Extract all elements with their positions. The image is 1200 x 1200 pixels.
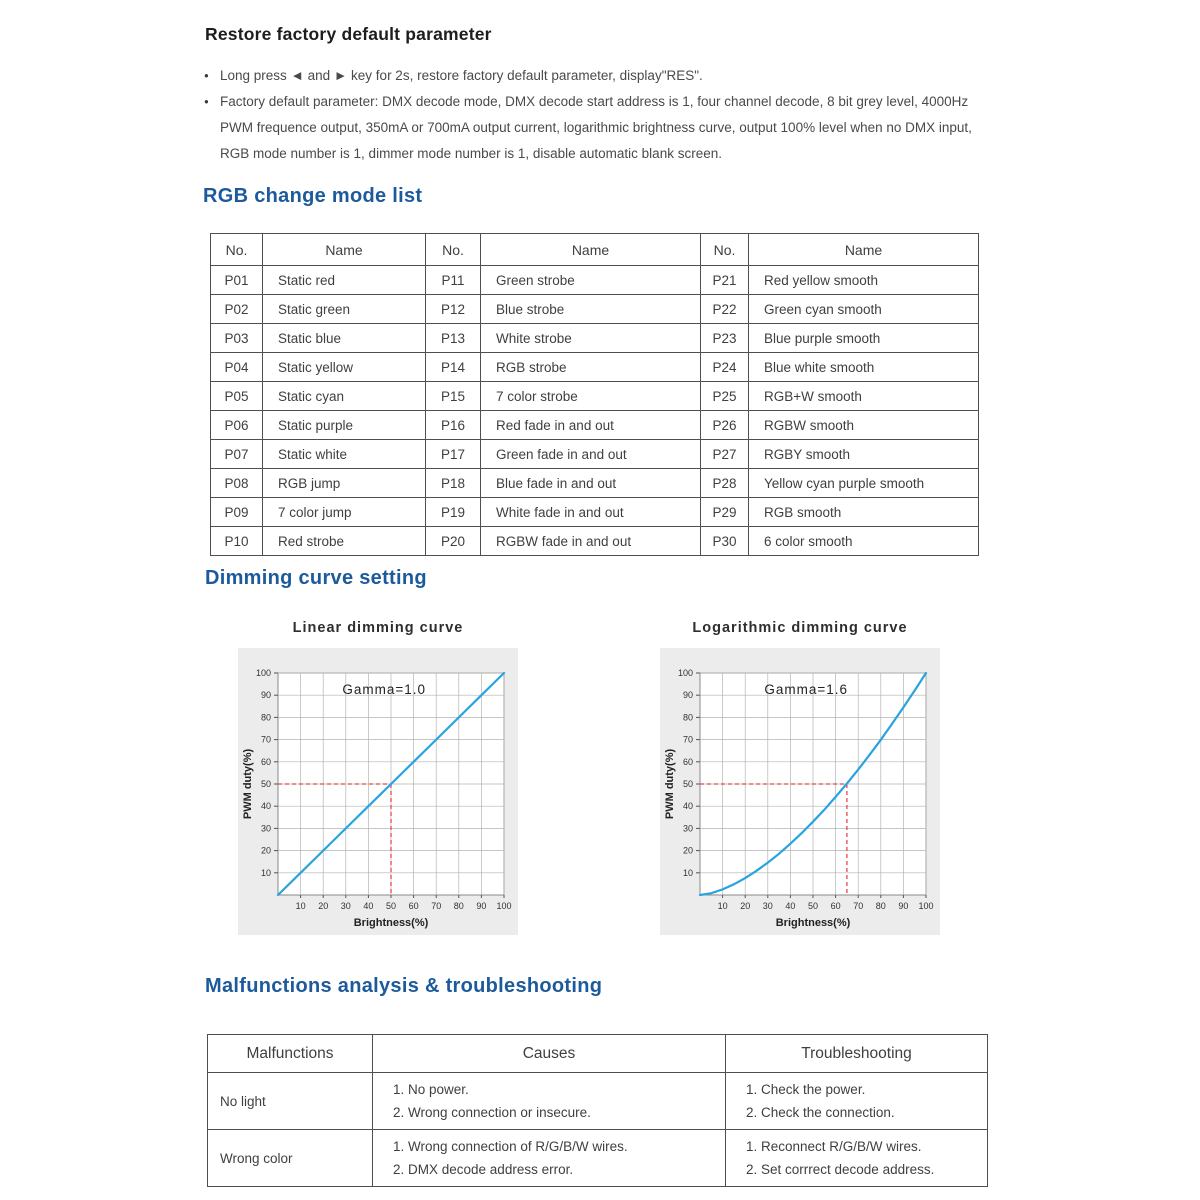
x-tick-label: 70: [853, 901, 864, 911]
rgb-mode-table: [210, 233, 979, 556]
x-tick-label: 80: [453, 901, 464, 911]
table-row: [208, 1073, 988, 1130]
x-axis-label: Brightness(%): [775, 917, 851, 929]
x-axis-label: Brightness(%): [353, 917, 429, 929]
y-tick-label: 50: [260, 779, 271, 789]
troubleshooting-line: 2. Check the connection.: [746, 1105, 895, 1120]
y-tick-label: 90: [260, 690, 271, 701]
column-header: No.: [701, 234, 749, 266]
mode-no-cell: P24: [701, 353, 749, 382]
bullet-item: ● Long press ◄ and ► key for 2s, restore factory default parameter, display"RES".: [204, 63, 999, 89]
x-tick-label: 90: [898, 901, 909, 911]
mode-name-cell: RGB+W smooth: [749, 382, 979, 411]
table-row: [211, 498, 979, 527]
mode-no-cell: P16: [426, 411, 481, 440]
column-header: Causes: [373, 1035, 726, 1073]
y-axis-label: PWM duty(%): [664, 748, 676, 820]
x-tick-label: 30: [762, 901, 773, 911]
mode-no-cell: P06: [211, 411, 263, 440]
chart-title-linear: Linear dimming curve: [292, 620, 464, 636]
x-tick-label: 20: [318, 901, 329, 911]
mode-no-cell: P18: [426, 469, 481, 498]
mode-no-cell: P09: [211, 498, 263, 527]
mode-no-cell: P13: [426, 324, 481, 353]
y-axis-label: PWM duty(%): [242, 748, 254, 820]
mode-name-cell: Blue purple smooth: [749, 324, 979, 353]
mode-name-cell: RGB strobe: [481, 353, 701, 382]
y-tick-label: 100: [255, 668, 271, 678]
table-header-row: [211, 234, 979, 266]
y-tick-label: 40: [260, 801, 271, 812]
table-row: [211, 266, 979, 295]
mode-name-cell: White strobe: [481, 324, 701, 353]
mode-no-cell: P28: [701, 469, 749, 498]
column-header: Name: [749, 234, 979, 266]
mode-no-cell: P05: [211, 382, 263, 411]
mode-name-cell: Yellow cyan purple smooth: [749, 469, 979, 498]
mode-name-cell: Static cyan: [263, 382, 426, 411]
table-row: [211, 324, 979, 353]
mode-name-cell: Static yellow: [263, 353, 426, 382]
x-tick-label: 100: [918, 901, 934, 911]
y-tick-label: 20: [260, 845, 271, 856]
mode-no-cell: P04: [211, 353, 263, 382]
x-tick-label: 60: [830, 901, 841, 911]
linear-dimming-curve-chart: [238, 648, 518, 935]
bullet-item: ● Factory default parameter: DMX decode mode, DMX decode start address is 1, four channel decode, 8 bit grey level, 4000Hz PWM frequence output, 350mA or 700mA output current, logarithmic brightness curve, output 100% level when no DMX input, RGB mode number is 1, dimmer mode number is 1, disable automatic blank screen.: [204, 89, 999, 167]
logarithmic-curve-panel: [660, 648, 940, 935]
x-tick-label: 30: [340, 901, 351, 911]
mode-name-cell: Blue white smooth: [749, 353, 979, 382]
x-tick-label: 70: [431, 901, 442, 911]
y-tick-label: 40: [682, 801, 693, 812]
chart-title-logarithmic: Logarithmic dimming curve: [692, 620, 908, 636]
x-tick-label: 10: [717, 901, 728, 911]
x-tick-label: 90: [476, 901, 487, 911]
mode-name-cell: RGBW smooth: [749, 411, 979, 440]
mode-no-cell: P21: [701, 266, 749, 295]
mode-no-cell: P01: [211, 266, 263, 295]
mode-name-cell: Static green: [263, 295, 426, 324]
x-tick-label: 100: [496, 901, 512, 911]
mode-name-cell: Red yellow smooth: [749, 266, 979, 295]
mode-name-cell: Static red: [263, 266, 426, 295]
mode-name-cell: Blue fade in and out: [481, 469, 701, 498]
table-row: [211, 382, 979, 411]
page-title: Restore factory default parameter: [205, 24, 492, 44]
linear-curve-panel: [238, 648, 518, 935]
x-tick-label: 40: [785, 901, 796, 911]
table-row: [211, 469, 979, 498]
table-row: [211, 440, 979, 469]
x-tick-label: 50: [807, 901, 819, 911]
gamma-annotation: Gamma=1.0: [342, 682, 427, 697]
mode-no-cell: P20: [426, 527, 481, 556]
troubleshooting-cell: [726, 1073, 988, 1130]
y-tick-label: 50: [682, 779, 693, 789]
y-tick-label: 20: [682, 845, 693, 856]
mode-name-cell: Green cyan smooth: [749, 295, 979, 324]
table-row: [211, 295, 979, 324]
mode-name-cell: RGB jump: [263, 469, 426, 498]
section-title-dimming-curve: Dimming curve setting: [205, 567, 427, 589]
table-row: [211, 527, 979, 556]
troubleshooting-line: 1. Reconnect R/G/B/W wires.: [746, 1139, 922, 1154]
mode-no-cell: P22: [701, 295, 749, 324]
x-tick-label: 60: [408, 901, 419, 911]
y-tick-label: 10: [682, 867, 693, 878]
troubleshooting-line: 2. Set corrrect decode address.: [746, 1162, 935, 1177]
column-header: Name: [263, 234, 426, 266]
mode-no-cell: P17: [426, 440, 481, 469]
y-tick-label: 10: [260, 867, 271, 878]
y-tick-label: 80: [260, 712, 271, 723]
mode-no-cell: P26: [701, 411, 749, 440]
x-tick-label: 80: [875, 901, 886, 911]
mode-name-cell: RGBY smooth: [749, 440, 979, 469]
mode-name-cell: RGB smooth: [749, 498, 979, 527]
x-tick-label: 10: [295, 901, 306, 911]
malfunctions-table: [207, 1034, 988, 1187]
mode-no-cell: P03: [211, 324, 263, 353]
column-header: Troubleshooting: [726, 1035, 988, 1073]
mode-no-cell: P15: [426, 382, 481, 411]
table-row: [211, 353, 979, 382]
cause-line: 1. Wrong connection of R/G/B/W wires.: [393, 1139, 628, 1154]
mode-name-cell: Red strobe: [263, 527, 426, 556]
gamma-annotation: Gamma=1.6: [764, 682, 849, 697]
mode-name-cell: Static purple: [263, 411, 426, 440]
column-header: No.: [426, 234, 481, 266]
section-title-malfunctions: Malfunctions analysis & troubleshooting: [205, 975, 603, 997]
mode-name-cell: 7 color strobe: [481, 382, 701, 411]
mode-no-cell: P30: [701, 527, 749, 556]
mode-no-cell: P10: [211, 527, 263, 556]
table-header-row: [208, 1035, 988, 1073]
mode-no-cell: P27: [701, 440, 749, 469]
y-tick-label: 90: [682, 690, 693, 701]
troubleshooting-cell: [726, 1130, 988, 1187]
mode-name-cell: 7 color jump: [263, 498, 426, 527]
mode-name-cell: Static white: [263, 440, 426, 469]
causes-cell: [373, 1073, 726, 1130]
mode-no-cell: P14: [426, 353, 481, 382]
y-tick-label: 70: [682, 734, 693, 745]
mode-no-cell: P08: [211, 469, 263, 498]
mode-no-cell: P23: [701, 324, 749, 353]
y-tick-label: 30: [260, 823, 271, 834]
mode-name-cell: Green strobe: [481, 266, 701, 295]
causes-cell: [373, 1130, 726, 1187]
mode-no-cell: P12: [426, 295, 481, 324]
cause-line: 1. No power.: [393, 1082, 469, 1097]
malfunction-cell: No light: [208, 1073, 373, 1130]
mode-name-cell: Static blue: [263, 324, 426, 353]
table-row: [208, 1130, 988, 1187]
mode-no-cell: P19: [426, 498, 481, 527]
mode-no-cell: P07: [211, 440, 263, 469]
bullet-list: [204, 63, 999, 167]
mode-no-cell: P25: [701, 382, 749, 411]
table-row: [211, 411, 979, 440]
troubleshooting-line: 1. Check the power.: [746, 1082, 866, 1097]
malfunction-cell: Wrong color: [208, 1130, 373, 1187]
x-tick-label: 50: [385, 901, 397, 911]
cause-line: 2. Wrong connection or insecure.: [393, 1105, 591, 1120]
mode-name-cell: Blue strobe: [481, 295, 701, 324]
cause-line: 2. DMX decode address error.: [393, 1162, 574, 1177]
section-title-rgb-modes: RGB change mode list: [203, 185, 423, 207]
y-tick-label: 100: [677, 668, 693, 678]
y-tick-label: 60: [260, 756, 271, 767]
y-tick-label: 60: [682, 756, 693, 767]
mode-name-cell: White fade in and out: [481, 498, 701, 527]
x-tick-label: 20: [740, 901, 751, 911]
y-tick-label: 70: [260, 734, 271, 745]
mode-name-cell: 6 color smooth: [749, 527, 979, 556]
mode-no-cell: P02: [211, 295, 263, 324]
y-tick-label: 30: [682, 823, 693, 834]
column-header: No.: [211, 234, 263, 266]
mode-no-cell: P29: [701, 498, 749, 527]
mode-name-cell: Red fade in and out: [481, 411, 701, 440]
mode-name-cell: Green fade in and out: [481, 440, 701, 469]
mode-no-cell: P11: [426, 266, 481, 295]
x-tick-label: 40: [363, 901, 374, 911]
column-header: Malfunctions: [208, 1035, 373, 1073]
mode-name-cell: RGBW fade in and out: [481, 527, 701, 556]
logarithmic-dimming-curve-chart: [660, 648, 940, 935]
column-header: Name: [481, 234, 701, 266]
y-tick-label: 80: [682, 712, 693, 723]
